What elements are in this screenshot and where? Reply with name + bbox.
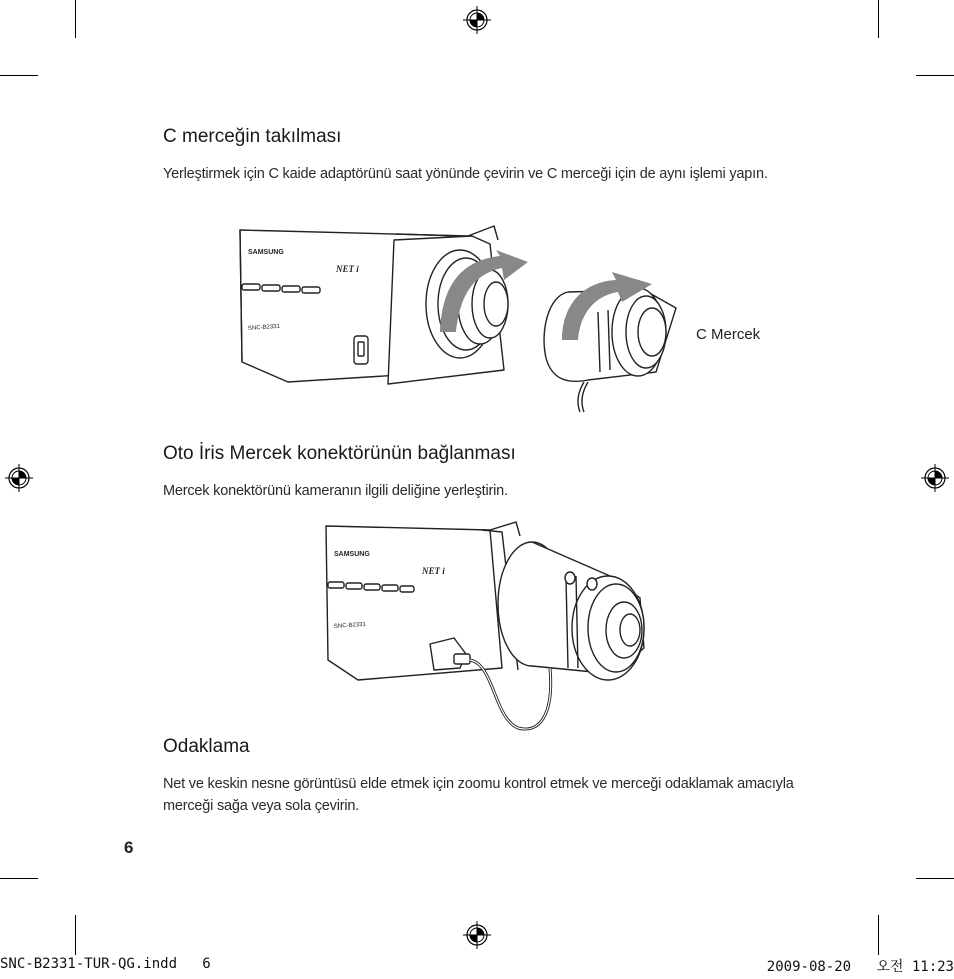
crop-mark-icon <box>0 75 38 76</box>
slug-datetime: 2009-08-20 오전 11:23 <box>766 959 954 975</box>
section-heading-focusing: Odaklama <box>163 736 250 757</box>
camera-logo-label: NET i <box>422 566 445 576</box>
crop-mark-icon <box>75 0 76 38</box>
registration-mark-icon <box>921 464 949 492</box>
section-body-auto-iris: Mercek konektörünü kameranın ilgili deliğine yerleştirin. <box>163 483 508 499</box>
camera-brand-label: SAMSUNG <box>334 551 370 558</box>
section-body-focusing: Net ve keskin nesne görüntüsü elde etmek için zoomu kontrol etmek ve merceği odaklamak amacıyla merceği sağa veya sola çevirin. <box>163 776 794 814</box>
camera-logo-label: NET i <box>336 264 359 274</box>
registration-mark-icon <box>463 921 491 949</box>
section-heading-auto-iris: Oto İris Mercek konektörünün bağlanması <box>163 443 516 464</box>
crop-mark-icon <box>878 915 879 955</box>
camera-model-label: SNC-B2331 <box>333 621 367 630</box>
slug-filename: SNC-B2331-TUR-QG.indd 6 <box>0 956 211 972</box>
crop-mark-icon <box>878 0 879 38</box>
crop-mark-icon <box>75 915 76 955</box>
section-heading-c-lens: C merceğin takılması <box>163 126 342 147</box>
registration-mark-icon <box>5 464 33 492</box>
page-number: 6 <box>124 838 134 857</box>
registration-mark-icon <box>463 6 491 34</box>
figure-auto-iris-connection <box>318 518 658 734</box>
crop-mark-icon <box>0 878 38 879</box>
c-lens-callout: C Mercek <box>696 326 761 343</box>
camera-brand-label: SAMSUNG <box>248 249 284 256</box>
section-body-c-lens: Yerleştirmek için C kaide adaptörünü saat yönünde çevirin ve C merceği için de aynı işlemi yapın. <box>163 166 768 182</box>
crop-mark-icon <box>916 75 954 76</box>
figure-c-lens-mounting <box>228 222 768 422</box>
crop-mark-icon <box>916 878 954 879</box>
camera-model-label: SNC-B2331 <box>247 323 281 332</box>
